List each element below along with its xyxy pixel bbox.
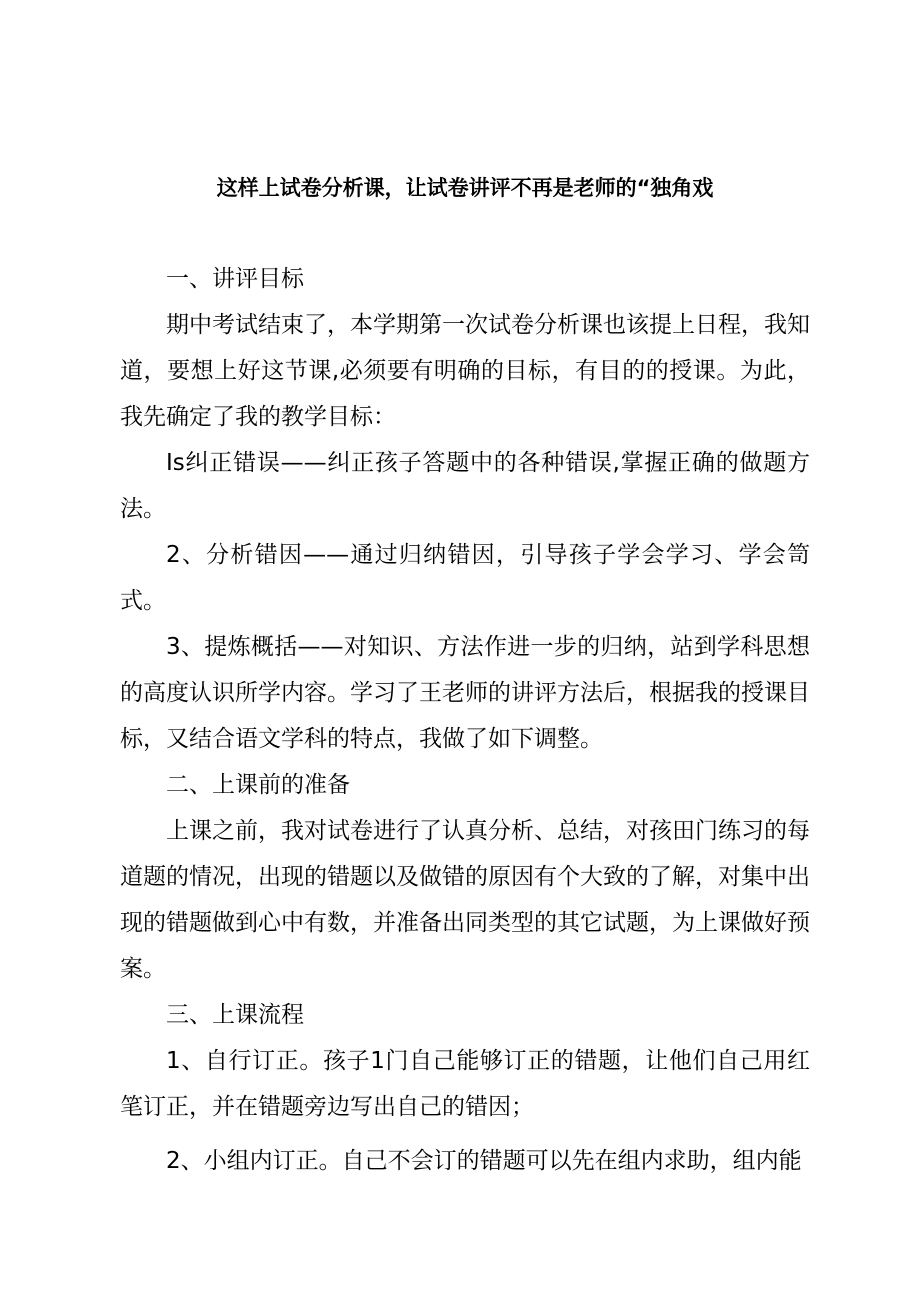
paragraph-intro: 期中考试结束了，本学期第一次试卷分析课也该提上日程，我知道，要想上好这节课,必须要有明确的目标，有目的的授课。为此，我先确定了我的教学目标： — [120, 312, 810, 430]
paragraph-step-1: 1、自行订正。孩子1门自己能够订正的错题，让他们自己用红笔订正，并在错题旁边写出自己的错因； — [120, 1048, 810, 1120]
document-title: 这样上试卷分析课，让试卷讲评不再是老师的“独角戏 — [216, 176, 714, 200]
paragraph-goal-3: 3、提炼概括——对知识、方法作进一步的归纳，站到学科思想的高度认识所学内容。学习了王老师的讲评方法后，根据我的授课目标，又结合语文学科的特点，我做了如下调整。 — [120, 634, 810, 752]
section-heading-process: 三、上课流程 — [166, 1002, 304, 1028]
section-heading-objectives: 一、讲评目标 — [166, 266, 304, 292]
section-heading-preparation: 二、上课前的准备 — [166, 772, 350, 798]
paragraph-preparation: 上课之前，我对试卷进行了认真分析、总结，对孩田门练习的每道题的情况，出现的错题以及做错的原因有个大致的了解，对集中出现的错题做到心中有数，并准备出同类型的其它试题，为上课做好预案。 — [120, 818, 810, 982]
paragraph-step-2: 2、小组内订正。自己不会订的错题可以先在组内求助，组内能 — [166, 1148, 802, 1174]
paragraph-goal-1: Is纠正错误——纠正孩子答题中的各种错误,掌握正确的做题方法。 — [120, 450, 810, 522]
document-body — [120, 256, 810, 1184]
paragraph-goal-2: 2、分析错因——通过归纳错因，引导孩子学会学习、学会笥式。 — [120, 542, 810, 614]
